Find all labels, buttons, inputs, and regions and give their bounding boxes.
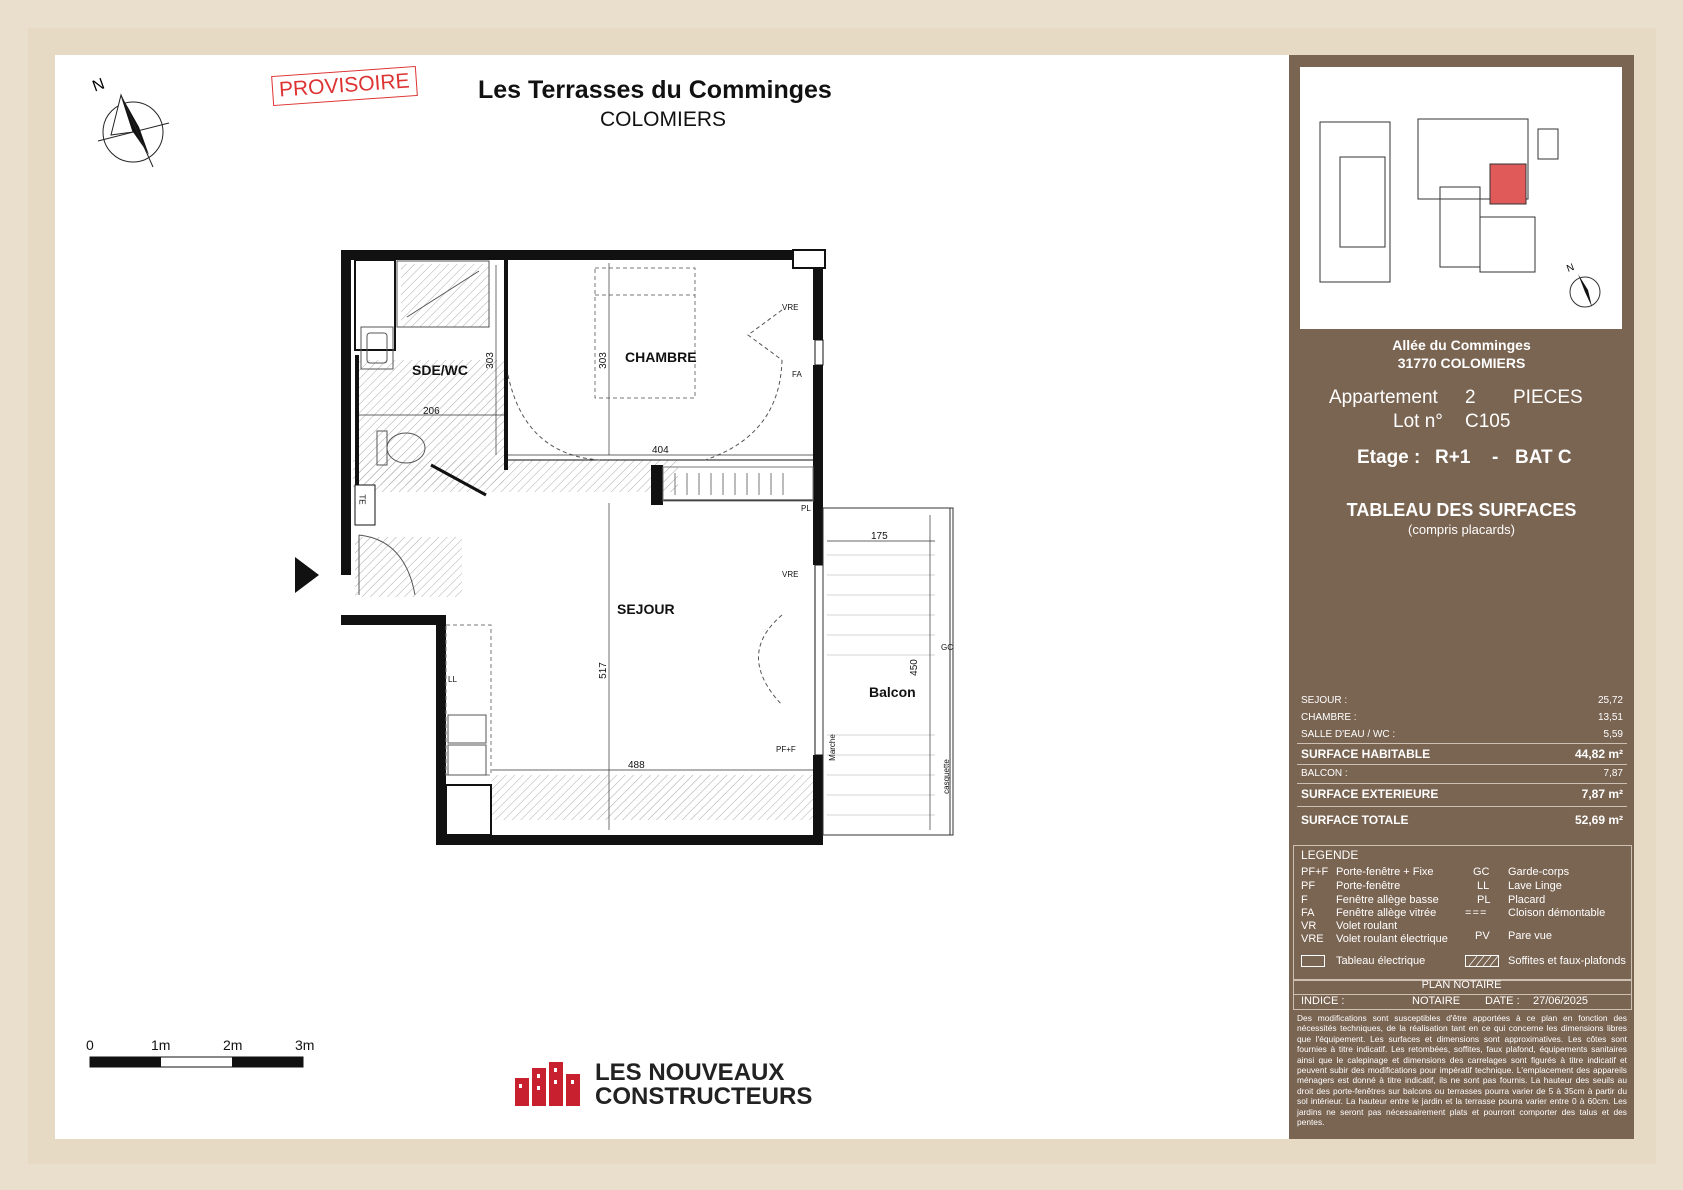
- legend-title: LEGENDE: [1301, 848, 1359, 862]
- divider: [1297, 806, 1627, 807]
- surface-value: 5,59: [1603, 729, 1623, 740]
- legend-text: Volet roulant: [1336, 920, 1398, 932]
- dim-sde-height: 303: [484, 352, 496, 369]
- scale-label-1m: 1m: [151, 1037, 171, 1053]
- legend-text: Porte-fenêtre + Fixe: [1336, 866, 1434, 878]
- info-panel: [1289, 55, 1634, 1139]
- legend-soffite-text: Soffites et faux-plafonds: [1508, 955, 1626, 967]
- legend-text: Lave Linge: [1508, 880, 1562, 892]
- etage-value: R+1: [1435, 447, 1471, 468]
- surface-label: SURFACE HABITABLE: [1301, 747, 1431, 761]
- legend-te-text: Tableau électrique: [1336, 955, 1426, 967]
- bat-value: BAT C: [1515, 447, 1572, 468]
- dim-chambre-width: 404: [652, 445, 669, 456]
- indice-label: INDICE :: [1301, 995, 1345, 1007]
- surface-value: 7,87: [1603, 768, 1623, 779]
- scale-label-2m: 2m: [223, 1037, 243, 1053]
- brand-line2: CONSTRUCTEURS: [595, 1083, 813, 1110]
- divider: [1297, 743, 1627, 744]
- surface-label: SEJOUR :: [1301, 695, 1348, 706]
- legend-code: GC: [1473, 866, 1490, 878]
- legend-code: PF: [1301, 880, 1316, 892]
- divider: [1297, 783, 1627, 784]
- soffite-symbol-icon: [1465, 955, 1499, 967]
- code-casquette: casquette: [941, 759, 951, 794]
- address-line2: 31770 COLOMIERS: [1397, 355, 1526, 371]
- project-title: Les Terrasses du Comminges: [478, 76, 832, 104]
- plan-notaire-label: PLAN NOTAIRE: [1421, 979, 1502, 991]
- divider: [1297, 764, 1627, 765]
- brand-logo-icon: [513, 1060, 588, 1110]
- legend-code: PV: [1475, 930, 1490, 942]
- surface-label: SALLE D'EAU / WC :: [1301, 729, 1396, 740]
- scale-label-0: 0: [86, 1037, 94, 1053]
- legend-text: Garde-corps: [1508, 866, 1570, 878]
- scale-label-3m: 3m: [295, 1037, 315, 1053]
- legend-text: Placard: [1508, 894, 1546, 906]
- surface-row-balcon: [1301, 768, 1623, 779]
- surface-value: 52,69 m²: [1574, 813, 1623, 827]
- surface-label: BALCON :: [1301, 768, 1348, 779]
- surface-row-sde: [1301, 729, 1623, 740]
- surface-row-exterieure: [1301, 787, 1623, 801]
- code-fa: FA: [792, 370, 802, 379]
- legend-text: Porte-fenêtre: [1336, 880, 1401, 892]
- surface-value: 25,72: [1597, 695, 1623, 706]
- code-pff: PF+F: [776, 745, 796, 754]
- code-te: TE: [357, 494, 367, 505]
- code-ll: LL: [448, 675, 457, 684]
- code-pl: PL: [801, 504, 811, 513]
- dim-sde-width: 206: [423, 406, 440, 417]
- legend-code: VR: [1301, 920, 1317, 932]
- soffite-zone-door: [355, 537, 462, 597]
- surface-row-totale: [1301, 813, 1623, 827]
- legend-code: PL: [1477, 894, 1491, 906]
- legend-text: Pare vue: [1508, 930, 1553, 942]
- apt-rooms: 2: [1465, 387, 1476, 408]
- dim-sejour-height: 517: [597, 662, 609, 679]
- legend-text: Fenêtre allège vitrée: [1336, 907, 1437, 919]
- surface-label: SURFACE EXTERIEURE: [1301, 787, 1439, 801]
- legend-code: = = =: [1465, 907, 1486, 919]
- surface-row-sejour: [1301, 695, 1623, 706]
- legend-code: LL: [1477, 880, 1490, 892]
- surface-value: 13,51: [1597, 712, 1623, 723]
- legend-code: PF+F: [1301, 866, 1329, 878]
- legend-text: Fenêtre allège basse: [1336, 894, 1439, 906]
- surface-value: 7,87 m²: [1581, 787, 1623, 801]
- surface-value: 44,82 m²: [1574, 747, 1623, 761]
- dim-chambre-height: 303: [597, 352, 609, 369]
- legend-code: FA: [1301, 907, 1315, 919]
- soffite-zone-bottom: [492, 775, 817, 820]
- apt-pieces: PIECES: [1513, 387, 1583, 408]
- legend-code: VRE: [1301, 933, 1324, 945]
- apt-label: Appartement: [1329, 387, 1438, 408]
- indice-value: NOTAIRE: [1412, 995, 1461, 1007]
- legend-text: Volet roulant électrique: [1336, 933, 1448, 945]
- table-title: TABLEAU DES SURFACES: [1346, 500, 1577, 520]
- room-label-chambre: CHAMBRE: [625, 349, 697, 365]
- surface-row-chambre: [1301, 712, 1623, 723]
- code-vre-sejour: VRE: [782, 570, 799, 579]
- compass-north-label: N: [90, 75, 107, 96]
- address-line1: Allée du Comminges: [1392, 337, 1531, 353]
- legend-code: F: [1301, 894, 1308, 906]
- room-label-balcon: Balcon: [869, 684, 916, 700]
- surface-label: CHAMBRE :: [1301, 712, 1357, 723]
- te-symbol-icon: [1301, 955, 1325, 967]
- svg-text:N: N: [1565, 262, 1576, 275]
- legend-text: Cloison démontable: [1508, 907, 1606, 919]
- room-label-sde: SDE/WC: [412, 362, 468, 378]
- provisoire-stamp: PROVISOIRE: [271, 66, 417, 106]
- key-plan: [1300, 67, 1622, 329]
- floor-plan: [55, 55, 1289, 1139]
- code-gc: GC: [941, 643, 953, 652]
- dim-balcon-width: 175: [871, 531, 888, 542]
- date-value: 27/06/2025: [1533, 995, 1589, 1007]
- disclaimer-note: Des modifications sont susceptibles d'être apportées à ce plan en fonction des nécessités techniques, de la réalisation tant en ce qui concerne les dimensions libres que l'équipement. Les surfaces et dimensions sont approximatives. Les côtes sont fournies à titre indicatif. Les retombées, soffites, faux plafond, équipements sanitaires ainsi que le calepinage et dimensions des carrelages sont figurés à titre indicatif et peuvent subir des modifications pour impératif technique. L'emplacement des appareils ménagers est donné à titre indicatif, ils ne sont pas fournis. La hauteur des seuils au droit des porte-fenêtres sur balcons ou terrasses pourra varier de 5 à 35cm à partir du sol intérieur. La hauteur entre le jardin et la terrasse pourra varier entre 0 à 60cm. Les jardins ne seront pas nécessairement plats et pourront comporter des talus et des pentes.: [1297, 1013, 1627, 1128]
- table-subtitle: (compris placards): [1408, 522, 1515, 537]
- code-marche: Marche: [827, 734, 837, 761]
- project-city: COLOMIERS: [600, 108, 727, 131]
- surface-label: SURFACE TOTALE: [1301, 813, 1409, 827]
- room-label-sejour: SEJOUR: [617, 601, 675, 617]
- etage-dash: -: [1492, 447, 1499, 468]
- dim-balcon-height: 450: [908, 659, 920, 676]
- dim-sejour-width: 488: [628, 760, 645, 771]
- lot-label: Lot n°: [1393, 411, 1443, 432]
- plan-paper: [55, 55, 1289, 1139]
- lot-value: C105: [1465, 411, 1511, 432]
- brand-line1: LES NOUVEAUX: [595, 1059, 785, 1086]
- etage-label: Etage :: [1357, 447, 1421, 468]
- code-vre-chambre: VRE: [782, 303, 799, 312]
- surface-row-habitable: [1301, 747, 1623, 761]
- date-label: DATE :: [1485, 995, 1520, 1007]
